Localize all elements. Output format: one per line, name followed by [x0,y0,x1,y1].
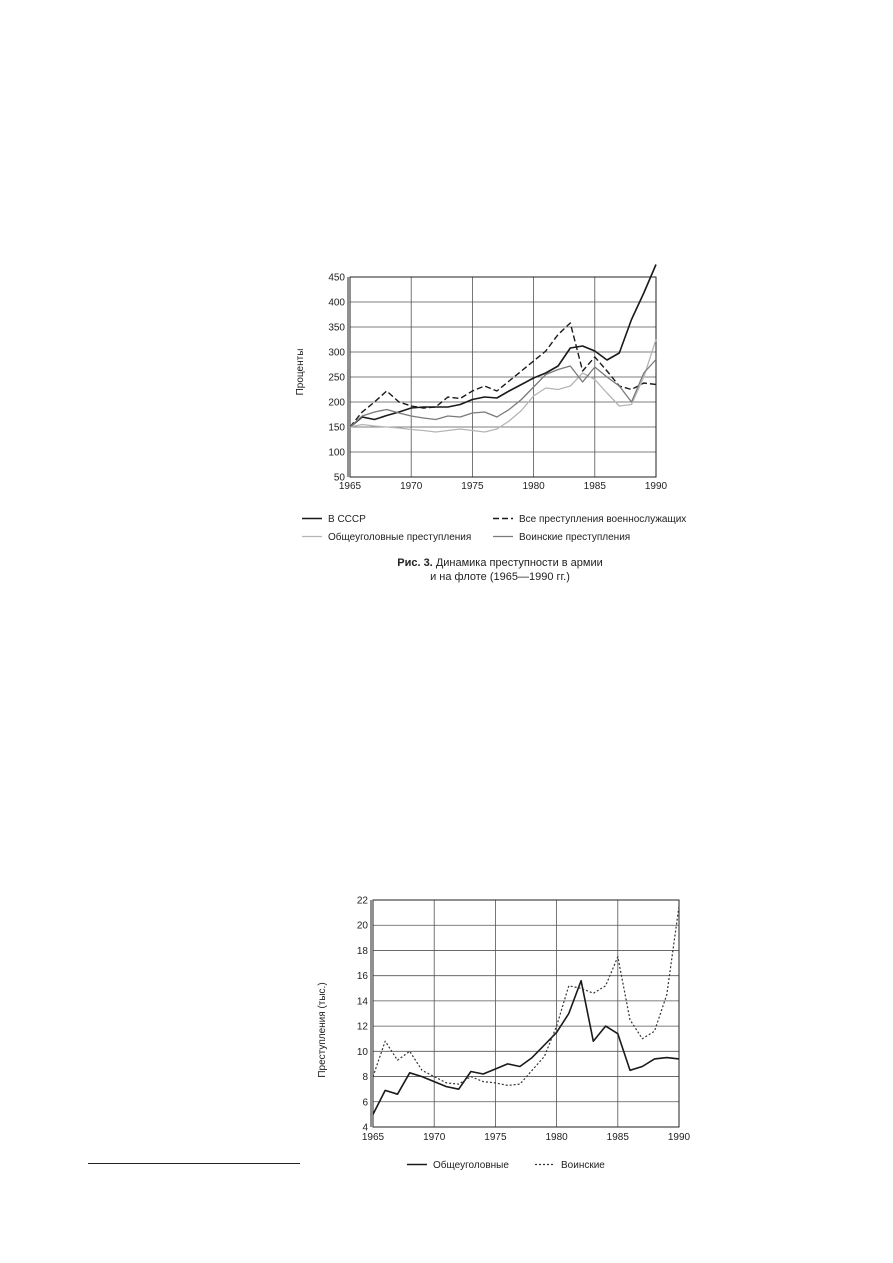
c2-x-tick-label-3: 1980 [545,1132,568,1143]
c2-y-tick-label-1: 20 [356,920,368,932]
c2-y-tick-label-6: 10 [356,1046,368,1058]
chart-1-crime-dynamics-percent [295,265,686,544]
footnote-rule [88,1163,300,1164]
c1-legend-label-3: Воинские преступления [519,532,631,543]
chart-2-axes [371,900,679,1127]
c1-y-tick-label-5: 200 [328,397,345,409]
c1-series-line-0 [350,265,656,428]
c2-plot-frame [373,900,679,1127]
c1-y-tick-label-7: 100 [328,447,345,459]
chart-1-grid [350,277,656,477]
c2-y-tick-label-2: 18 [356,945,368,957]
c1-legend-label-2: Общеуголовные преступления [328,532,472,543]
chart-1-x-tick-labels [339,481,668,492]
c2-y-tick-label-0: 22 [356,895,368,907]
c1-series-line-3 [350,360,656,428]
c1-y-tick-label-0: 450 [328,272,345,284]
c2-y-tick-label-3: 16 [356,971,368,983]
chart-1-series [350,265,656,433]
chart-1-legend [302,514,686,543]
c2-legend-label-1: Воинские [561,1160,605,1171]
c2-x-tick-label-0: 1965 [361,1132,385,1143]
c2-y-tick-label-4: 14 [356,996,368,1008]
chart-1-y-tick-labels [328,273,345,484]
chart-1-y-axis-label: Проценты [295,348,306,396]
c2-x-tick-label-4: 1985 [606,1132,629,1143]
c1-y-tick-label-3: 300 [328,347,345,359]
c1-x-tick-label-3: 1980 [522,481,545,492]
c1-x-tick-label-0: 1965 [338,481,362,492]
c1-y-tick-label-8: 50 [333,472,345,484]
caption-text-line-2: и на флоте (1965—1990 гг.) [430,571,570,583]
chart-2-grid [373,900,679,1127]
c1-y-tick-label-2: 350 [328,322,345,334]
c2-y-tick-label-8: 6 [362,1097,368,1109]
c2-x-tick-label-1: 1970 [423,1132,446,1143]
chart-2-series [373,906,679,1114]
c1-x-tick-label-5: 1990 [644,481,668,492]
chart-2-legend [407,1159,605,1171]
c1-x-tick-label-1: 1970 [400,481,423,492]
c1-x-tick-label-2: 1975 [461,481,484,492]
c1-y-tick-label-6: 150 [328,422,345,434]
chart-2-crimes-thousands [317,896,691,1172]
chart-2-y-tick-labels [357,896,369,1134]
c2-y-tick-label-5: 12 [356,1021,368,1033]
c2-legend-label-0: Общеуголовные [433,1160,509,1171]
c2-series-line-1 [373,906,679,1085]
c2-x-tick-label-2: 1975 [484,1132,507,1143]
c1-x-tick-label-4: 1985 [583,481,606,492]
c1-series-line-1 [350,323,656,427]
figure-caption [300,556,700,584]
c2-y-tick-label-7: 8 [362,1072,368,1084]
c1-legend-label-0: В СССР [328,514,366,525]
c2-y-tick-label-9: 4 [362,1122,368,1134]
c1-y-tick-label-4: 250 [328,372,345,384]
c2-x-tick-label-5: 1990 [667,1132,691,1143]
chart-2-x-tick-labels [362,1132,691,1143]
c1-y-tick-label-1: 400 [328,297,345,309]
caption-text-line-1: Динамика преступности в армии [435,557,603,569]
caption-label: Рис. 3. [397,557,433,569]
c1-legend-label-1: Все преступления военнослужащих [519,514,687,525]
chart-2-y-axis-label: Преступления (тыс.) [317,982,328,1078]
